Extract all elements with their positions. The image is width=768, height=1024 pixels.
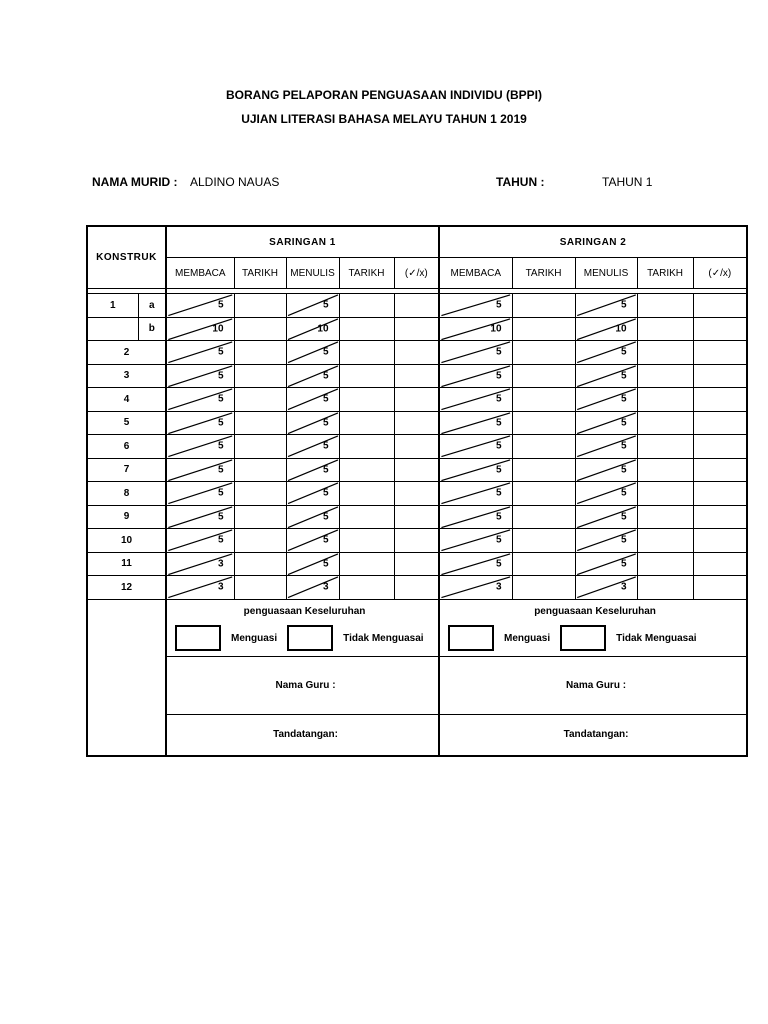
score-cell[interactable]	[439, 341, 512, 365]
score-cell[interactable]	[286, 458, 339, 482]
konstruk-number: 8	[87, 482, 166, 506]
score-cell[interactable]	[575, 576, 637, 600]
saringan-2-header: SARINGAN 2	[439, 226, 747, 258]
konstruk-sub: a	[138, 294, 166, 318]
table-row	[87, 364, 747, 388]
score-cell[interactable]	[286, 364, 339, 388]
score-value: 5	[620, 393, 627, 405]
score-cell[interactable]	[286, 505, 339, 529]
tarikh-cell[interactable]	[512, 482, 575, 506]
tarikh-cell[interactable]	[234, 576, 286, 600]
score-value: 5	[495, 417, 502, 429]
tarikh-cell[interactable]	[637, 364, 693, 388]
tick-cell[interactable]	[693, 364, 747, 388]
student-name-value: ALDINO NAUAS	[190, 175, 280, 189]
score-cell[interactable]	[286, 411, 339, 435]
tarikh-cell[interactable]	[339, 435, 394, 459]
score-value: 3	[322, 581, 329, 593]
score-value: 5	[322, 558, 329, 570]
score-value: 5	[217, 487, 224, 499]
tarikh-cell[interactable]	[512, 364, 575, 388]
score-cell[interactable]	[166, 482, 234, 506]
konstruk-number: 3	[87, 364, 166, 388]
konstruk-number: 4	[87, 388, 166, 412]
tarikh-cell[interactable]	[339, 482, 394, 506]
score-cell[interactable]	[439, 364, 512, 388]
tick-cell[interactable]	[693, 482, 747, 506]
score-value: 5	[620, 558, 627, 570]
tarikh-cell[interactable]	[234, 458, 286, 482]
s1-menulis-header: MENULIS	[286, 258, 339, 289]
tarikh-cell[interactable]	[234, 341, 286, 365]
score-value: 5	[495, 464, 502, 476]
menguasai-checkbox-2[interactable]	[448, 625, 494, 651]
score-cell[interactable]	[575, 505, 637, 529]
score-cell[interactable]	[575, 482, 637, 506]
score-cell[interactable]	[286, 317, 339, 341]
s2-tarikh2-header: TARIKH	[637, 258, 693, 289]
score-value: 5	[322, 417, 329, 429]
tarikh-cell[interactable]	[637, 458, 693, 482]
score-cell[interactable]	[166, 317, 234, 341]
tick-cell[interactable]	[693, 341, 747, 365]
score-value: 5	[620, 417, 627, 429]
score-value: 5	[322, 346, 329, 358]
table-row	[87, 576, 747, 600]
konstruk-number: 10	[87, 529, 166, 553]
score-value: 3	[495, 581, 502, 593]
tarikh-cell[interactable]	[637, 435, 693, 459]
table-row	[87, 411, 747, 435]
score-value: 5	[495, 534, 502, 546]
s1-tarikh-header: TARIKH	[234, 258, 286, 289]
score-value: 10	[317, 323, 329, 335]
score-value: 5	[322, 370, 329, 382]
score-cell[interactable]	[575, 529, 637, 553]
score-value: 5	[217, 511, 224, 523]
score-cell[interactable]	[439, 411, 512, 435]
tarikh-cell[interactable]	[234, 364, 286, 388]
score-cell[interactable]	[166, 435, 234, 459]
score-cell[interactable]	[166, 341, 234, 365]
score-value: 5	[620, 487, 627, 499]
tarikh-cell[interactable]	[339, 317, 394, 341]
score-value: 5	[620, 370, 627, 382]
konstruk-number: 5	[87, 411, 166, 435]
s2-membaca-header: MEMBACA	[439, 258, 512, 289]
tarikh-cell[interactable]	[339, 411, 394, 435]
tick-cell[interactable]	[394, 388, 439, 412]
table-row	[87, 341, 747, 365]
tarikh-cell[interactable]	[637, 341, 693, 365]
saringan-1-header: SARINGAN 1	[166, 226, 439, 258]
student-name-label: NAMA MURID :	[92, 175, 178, 189]
score-cell[interactable]	[286, 294, 339, 318]
score-cell[interactable]	[439, 505, 512, 529]
table-row	[87, 458, 747, 482]
score-value: 5	[217, 464, 224, 476]
form-title: BORANG PELAPORAN PENGUASAAN INDIVIDU (BPPI)	[225, 88, 543, 102]
s2-tick-header: (✓/x)	[693, 258, 747, 289]
table-row	[87, 435, 747, 459]
summary-konstruk-blank	[87, 599, 166, 756]
konstruk-number: 2	[87, 341, 166, 365]
tarikh-cell[interactable]	[512, 388, 575, 412]
score-cell[interactable]	[166, 294, 234, 318]
year-value: TAHUN 1	[602, 175, 653, 189]
tarikh-cell[interactable]	[512, 576, 575, 600]
tarikh-cell[interactable]	[339, 505, 394, 529]
summary-saringan-1	[166, 599, 439, 656]
score-value: 5	[217, 346, 224, 358]
tarikh-cell[interactable]	[637, 317, 693, 341]
score-cell[interactable]	[439, 317, 512, 341]
tarikh-cell[interactable]	[339, 529, 394, 553]
score-value: 5	[322, 464, 329, 476]
table-row	[87, 317, 747, 341]
s1-membaca-header: MEMBACA	[166, 258, 234, 289]
tarikh-cell[interactable]	[637, 552, 693, 576]
score-value: 5	[495, 511, 502, 523]
score-value: 5	[495, 558, 502, 570]
score-cell[interactable]	[439, 529, 512, 553]
score-value: 5	[322, 534, 329, 546]
score-value: 3	[217, 558, 224, 570]
score-cell[interactable]	[166, 364, 234, 388]
score-value: 5	[217, 393, 224, 405]
nama-guru-2[interactable]: Nama Guru :	[439, 656, 747, 714]
score-value: 10	[615, 323, 627, 335]
table-row	[87, 529, 747, 553]
score-cell[interactable]	[575, 294, 637, 318]
tarikh-cell[interactable]	[512, 458, 575, 482]
tarikh-cell[interactable]	[234, 482, 286, 506]
score-value: 5	[495, 346, 502, 358]
tick-cell[interactable]	[394, 317, 439, 341]
tick-cell[interactable]	[693, 576, 747, 600]
tarikh-cell[interactable]	[637, 505, 693, 529]
tarikh-cell[interactable]	[637, 482, 693, 506]
score-cell[interactable]	[575, 411, 637, 435]
tick-cell[interactable]	[693, 529, 747, 553]
score-value: 5	[217, 417, 224, 429]
menguasai-label-2: Menguasi	[504, 632, 551, 644]
score-cell[interactable]	[575, 317, 637, 341]
tarikh-cell[interactable]	[637, 576, 693, 600]
table-row	[87, 505, 747, 529]
score-value: 5	[495, 393, 502, 405]
score-value: 5	[322, 440, 329, 452]
score-value: 10	[212, 323, 224, 335]
tarikh-cell[interactable]	[234, 411, 286, 435]
tarikh-cell[interactable]	[234, 388, 286, 412]
nama-guru-1[interactable]: Nama Guru :	[166, 656, 439, 714]
konstruk-number: 12	[87, 576, 166, 600]
score-value: 5	[322, 299, 329, 311]
score-cell[interactable]	[286, 576, 339, 600]
menguasai-label-1: Menguasi	[231, 632, 278, 644]
tarikh-cell[interactable]	[512, 411, 575, 435]
score-cell[interactable]	[286, 435, 339, 459]
s1-tick-header: (✓/x)	[394, 258, 439, 289]
summary-title-1: penguasaan Keseluruhan	[243, 606, 366, 617]
report-table	[86, 225, 748, 757]
tarikh-cell[interactable]	[339, 364, 394, 388]
tidak-menguasai-checkbox-2[interactable]	[560, 625, 606, 651]
score-value: 5	[217, 534, 224, 546]
score-value: 5	[322, 511, 329, 523]
table-row	[87, 482, 747, 506]
score-cell[interactable]	[439, 552, 512, 576]
tarikh-cell[interactable]	[637, 294, 693, 318]
exam-title: UJIAN LITERASI BAHASA MELAYU TAHUN 1 2019	[241, 112, 527, 126]
score-value: 5	[620, 464, 627, 476]
konstruk-number: 1	[87, 294, 138, 318]
tick-cell[interactable]	[693, 505, 747, 529]
score-cell[interactable]	[575, 435, 637, 459]
score-value: 3	[217, 581, 224, 593]
score-cell[interactable]	[286, 482, 339, 506]
score-cell[interactable]	[166, 552, 234, 576]
score-value: 5	[620, 534, 627, 546]
tarikh-cell[interactable]	[512, 505, 575, 529]
tarikh-cell[interactable]	[339, 341, 394, 365]
score-value: 5	[495, 440, 502, 452]
tick-cell[interactable]	[394, 458, 439, 482]
tick-cell[interactable]	[693, 552, 747, 576]
tick-cell[interactable]	[394, 411, 439, 435]
s1-tarikh2-header: TARIKH	[339, 258, 394, 289]
tick-cell[interactable]	[693, 435, 747, 459]
score-cell[interactable]	[286, 388, 339, 412]
tick-cell[interactable]	[693, 388, 747, 412]
tick-cell[interactable]	[693, 411, 747, 435]
konstruk-header: KONSTRUK	[87, 226, 166, 289]
score-cell[interactable]	[166, 388, 234, 412]
tarikh-cell[interactable]	[234, 552, 286, 576]
tarikh-cell[interactable]	[234, 435, 286, 459]
tick-cell[interactable]	[394, 529, 439, 553]
score-cell[interactable]	[575, 552, 637, 576]
tarikh-cell[interactable]	[637, 388, 693, 412]
year-label: TAHUN :	[496, 175, 545, 189]
tick-cell[interactable]	[394, 341, 439, 365]
score-cell[interactable]	[439, 458, 512, 482]
table-row	[87, 552, 747, 576]
score-cell[interactable]	[575, 341, 637, 365]
tarikh-cell[interactable]	[512, 435, 575, 459]
s2-menulis-header: MENULIS	[575, 258, 637, 289]
score-value: 5	[217, 370, 224, 382]
konstruk-number	[87, 317, 138, 341]
score-value: 5	[620, 346, 627, 358]
score-value: 5	[495, 370, 502, 382]
tick-cell[interactable]	[693, 294, 747, 318]
score-value: 5	[495, 299, 502, 311]
score-value: 3	[620, 581, 627, 593]
score-cell[interactable]	[575, 388, 637, 412]
tarikh-cell[interactable]	[637, 411, 693, 435]
score-value: 5	[217, 299, 224, 311]
tick-cell[interactable]	[394, 576, 439, 600]
score-cell[interactable]	[575, 458, 637, 482]
score-cell[interactable]	[439, 388, 512, 412]
konstruk-number: 9	[87, 505, 166, 529]
konstruk-sub: b	[138, 317, 166, 341]
table-row	[87, 294, 747, 318]
score-value: 5	[620, 511, 627, 523]
score-cell[interactable]	[166, 505, 234, 529]
tarikh-cell[interactable]	[339, 576, 394, 600]
tick-cell[interactable]	[394, 482, 439, 506]
tidak-menguasai-checkbox-1[interactable]	[287, 625, 333, 651]
score-cell[interactable]	[575, 364, 637, 388]
tarikh-cell[interactable]	[512, 552, 575, 576]
tandatangan-2[interactable]: Tandatangan:	[439, 714, 747, 756]
score-cell[interactable]	[286, 341, 339, 365]
score-cell[interactable]	[439, 435, 512, 459]
score-value: 5	[322, 393, 329, 405]
tick-cell[interactable]	[394, 364, 439, 388]
tick-cell[interactable]	[394, 505, 439, 529]
tick-cell[interactable]	[693, 458, 747, 482]
tarikh-cell[interactable]	[512, 529, 575, 553]
tarikh-cell[interactable]	[234, 317, 286, 341]
summary-title-2: penguasaan Keseluruhan	[534, 606, 656, 617]
score-value: 5	[322, 487, 329, 499]
score-cell[interactable]	[166, 458, 234, 482]
score-cell[interactable]	[286, 552, 339, 576]
tick-cell[interactable]	[394, 435, 439, 459]
tarikh-cell[interactable]	[339, 458, 394, 482]
score-cell[interactable]	[166, 576, 234, 600]
tick-cell[interactable]	[693, 317, 747, 341]
tarikh-cell[interactable]	[512, 341, 575, 365]
tidak-menguasai-label-2: Tidak Menguasai	[616, 632, 697, 644]
score-value: 5	[620, 299, 627, 311]
tandatangan-1[interactable]: Tandatangan:	[166, 714, 439, 756]
score-cell[interactable]	[166, 411, 234, 435]
tarikh-cell[interactable]	[339, 294, 394, 318]
score-cell[interactable]	[166, 529, 234, 553]
score-cell[interactable]	[439, 482, 512, 506]
score-value: 5	[620, 440, 627, 452]
tarikh-cell[interactable]	[339, 552, 394, 576]
tick-cell[interactable]	[394, 552, 439, 576]
score-cell[interactable]	[286, 529, 339, 553]
tarikh-cell[interactable]	[512, 317, 575, 341]
konstruk-number: 11	[87, 552, 166, 576]
tarikh-cell[interactable]	[339, 388, 394, 412]
tarikh-cell[interactable]	[234, 294, 286, 318]
table-row	[87, 388, 747, 412]
tick-cell[interactable]	[394, 294, 439, 318]
score-cell[interactable]	[439, 576, 512, 600]
tidak-menguasai-label-1: Tidak Menguasai	[343, 632, 424, 644]
menguasai-checkbox-1[interactable]	[175, 625, 221, 651]
konstruk-number: 7	[87, 458, 166, 482]
tarikh-cell[interactable]	[512, 294, 575, 318]
summary-saringan-2	[439, 599, 747, 656]
tarikh-cell[interactable]	[234, 529, 286, 553]
tarikh-cell[interactable]	[637, 529, 693, 553]
score-cell[interactable]	[439, 294, 512, 318]
score-value: 10	[490, 323, 502, 335]
score-value: 5	[495, 487, 502, 499]
score-value: 5	[217, 440, 224, 452]
konstruk-number: 6	[87, 435, 166, 459]
tarikh-cell[interactable]	[234, 505, 286, 529]
s2-tarikh-header: TARIKH	[512, 258, 575, 289]
